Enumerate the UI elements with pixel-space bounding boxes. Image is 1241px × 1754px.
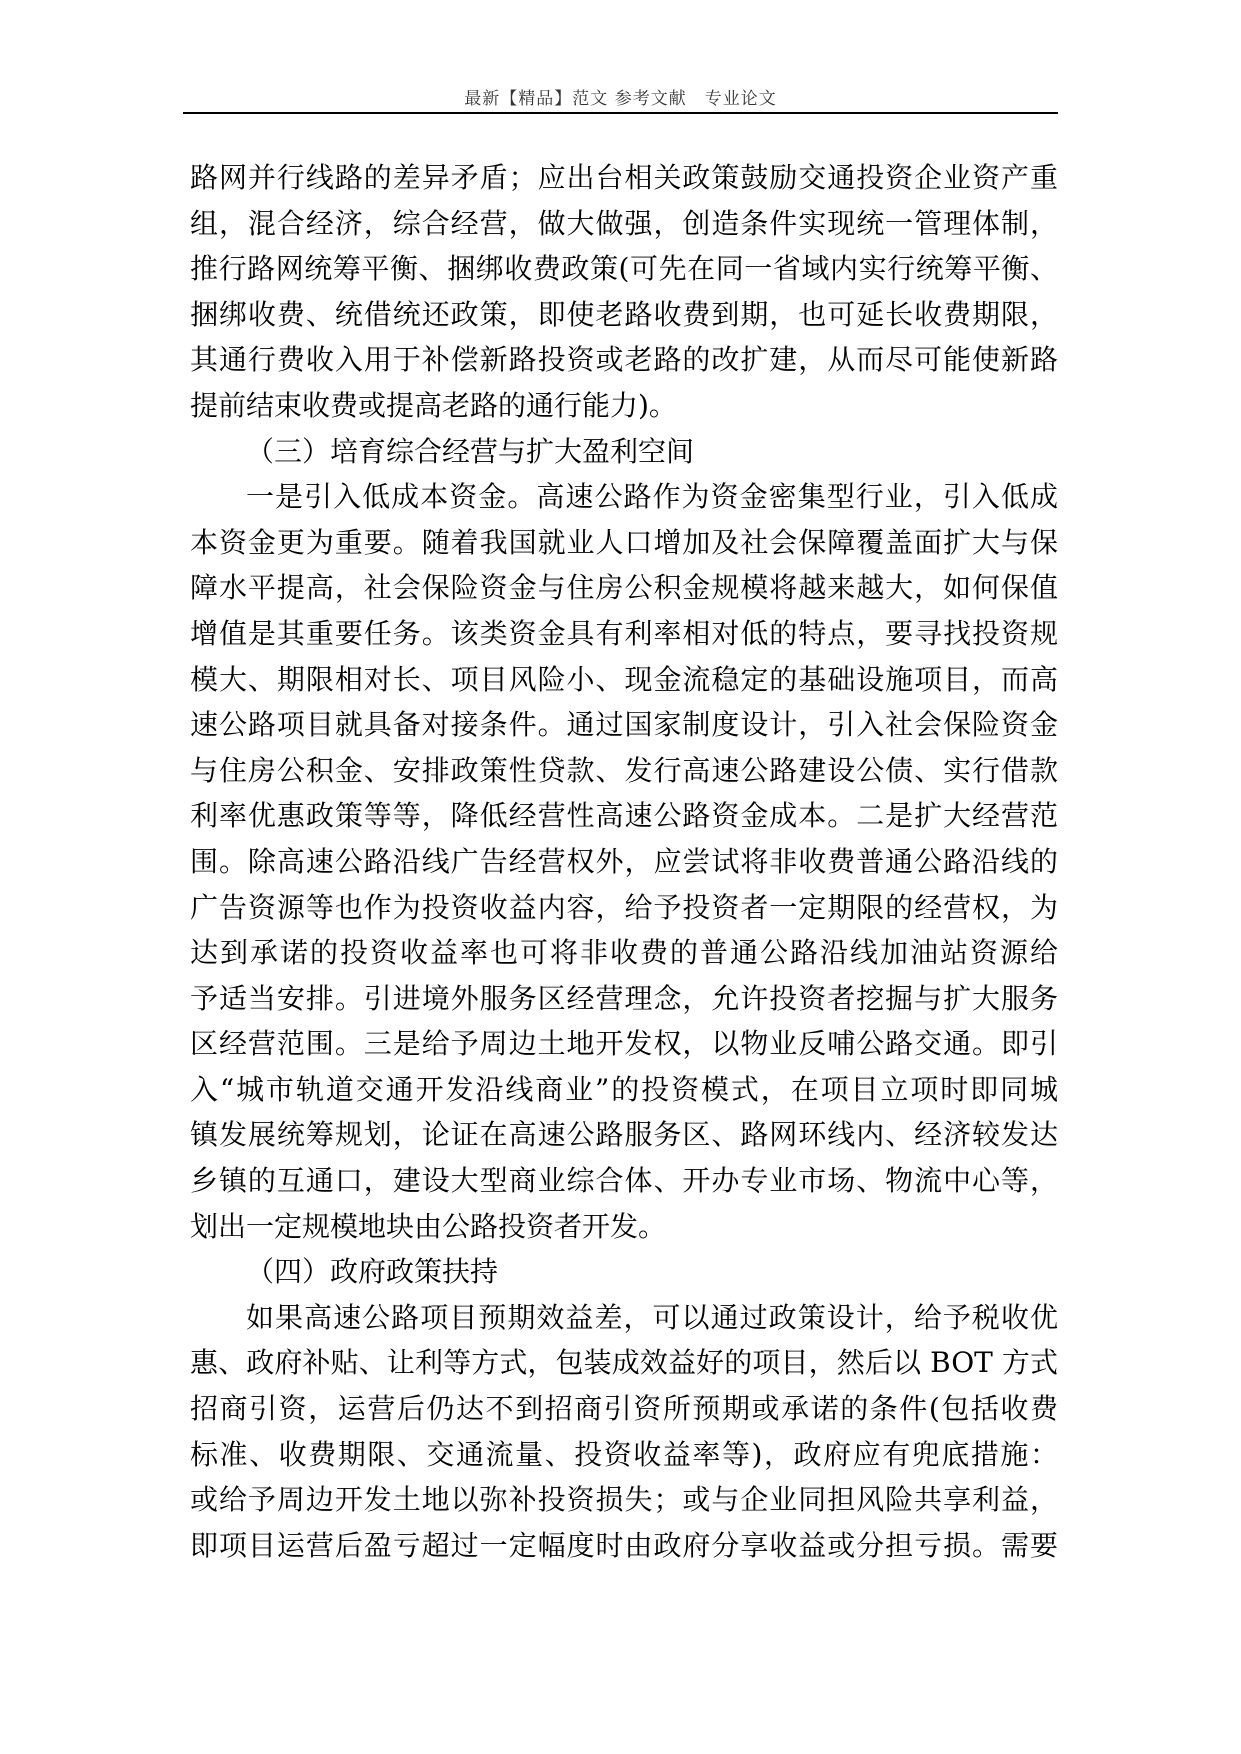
text-line: 与住房公积金、安排政策性贷款、发行高速公路建设公债、实行借款 [190, 753, 1058, 787]
text-line: 或给予周边开发土地以弥补投资损失；或与企业同担风险共享利益， [190, 1483, 1058, 1517]
text-line: 围。除高速公路沿线广告经营权外，应尝试将非收费普通公路沿线的 [190, 844, 1058, 878]
text-line: 划出一定规模地块由公路投资者开发。 [190, 1209, 667, 1243]
text-line: 达到承诺的投资收益率也可将非收费的普通公路沿线加油站资源给 [190, 936, 1058, 970]
text-line: 本资金更为重要。随着我国就业人口增加及社会保障覆盖面扩大与保 [190, 525, 1058, 559]
text-line: 如果高速公路项目预期效益差，可以通过政策设计，给予税收优 [246, 1300, 1058, 1334]
text-line: 速公路项目就具备对接条件。通过国家制度设计，引入社会保险资金 [190, 708, 1058, 742]
text-line: 标准、收费期限、交通流量、投资收益率等)，政府应有兜底措施： [190, 1437, 1058, 1471]
text-line: 区经营范围。三是给予周边土地开发权，以物业反哺公路交通。即引 [190, 1027, 1058, 1061]
section-heading: （四）政府政策扶持 [246, 1255, 499, 1289]
text-line: 捆绑收费、统借统还政策，即使老路收费到期，也可延长收费期限， [190, 297, 1058, 331]
text-line: 惠、政府补贴、让利等方式，包装成效益好的项目，然后以 BOT 方式 [190, 1346, 1058, 1380]
text-line: 乡镇的互通口，建设大型商业综合体、开办专业市场、物流中心等， [190, 1164, 1058, 1198]
header-divider [183, 112, 1058, 114]
text-line: 其通行费收入用于补偿新路投资或老路的改扩建，从而尽可能使新路 [190, 343, 1058, 377]
text-line: 组，混合经济，综合经营，做大做强，创造条件实现统一管理体制， [190, 206, 1058, 240]
text-line: 招商引资，运营后仍达不到招商引资所预期或承诺的条件(包括收费 [190, 1392, 1058, 1426]
page-header: 最新【精品】范文 参考文献 专业论文 [464, 89, 777, 109]
text-line: 入“城市轨道交通开发沿线商业”的投资模式，在项目立项时即同城 [190, 1072, 1058, 1106]
text-line: 增值是其重要任务。该类资金具有利率相对低的特点，要寻找投资规 [190, 616, 1058, 650]
text-line: 广告资源等也作为投资收益内容，给予投资者一定期限的经营权，为 [190, 890, 1058, 924]
text-line: 障水平提高，社会保险资金与住房公积金规模将越来越大，如何保值 [190, 571, 1058, 605]
text-line: 路网并行线路的差异矛盾；应出台相关政策鼓励交通投资企业资产重 [190, 161, 1058, 194]
text-line: 模大、期限相对长、项目风险小、现金流稳定的基础设施项目，而高 [190, 662, 1058, 696]
text-line: 一是引入低成本资金。高速公路作为资金密集型行业，引入低成 [246, 480, 1058, 514]
text-line: 利率优惠政策等等，降低经营性高速公路资金成本。二是扩大经营范 [190, 799, 1058, 833]
text-line: 镇发展统筹规划，论证在高速公路服务区、路网环线内、经济较发达 [190, 1118, 1058, 1152]
text-line: 推行路网统筹平衡、捆绑收费政策(可先在同一省域内实行统筹平衡、 [190, 252, 1058, 286]
text-line: 予适当安排。引进境外服务区经营理念，允许投资者挖掘与扩大服务 [190, 981, 1058, 1015]
section-heading: （三）培育综合经营与扩大盈利空间 [246, 434, 695, 468]
body-text [190, 155, 1058, 1568]
text-line: 即项目运营后盈亏超过一定幅度时由政府分享收益或分担亏损。需要 [190, 1528, 1058, 1562]
text-line: 提前结束收费或提高老路的通行能力)。 [190, 388, 677, 422]
